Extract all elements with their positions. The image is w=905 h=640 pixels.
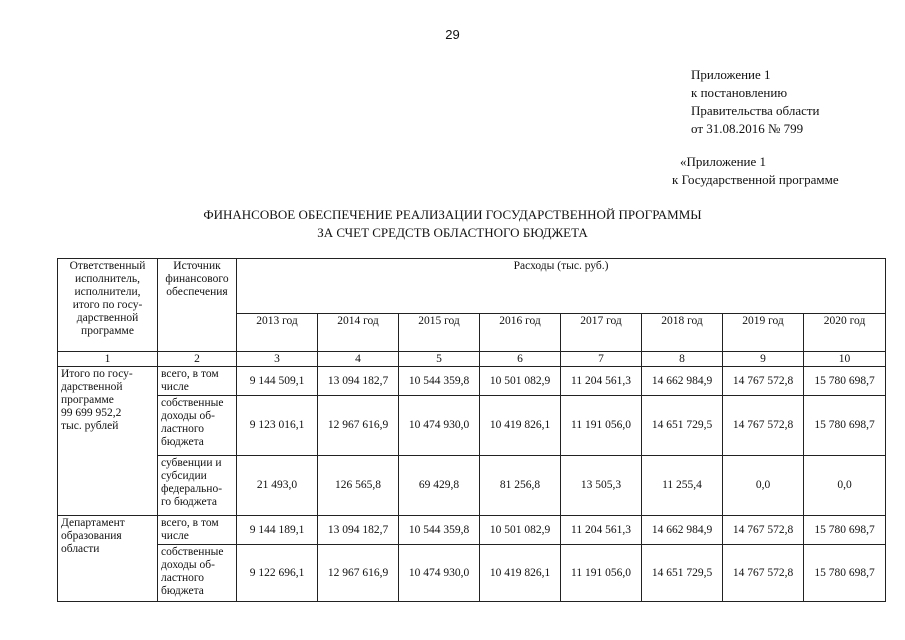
value-cell: 11 255,4 [642,456,723,516]
table-row [58,456,886,516]
cell-line: области [61,543,100,555]
cell-line: бюджета [161,585,204,597]
table-row [58,396,886,456]
column-number: 7 [561,352,642,367]
header-expenses: Расходы (тыс. руб.) [237,259,886,314]
value-cell: 21 493,0 [237,456,318,516]
program-appendix-line: «Приложение 1 [680,154,767,169]
value-cell: 126 565,8 [318,456,399,516]
cell-line: тыс. рублей [61,420,119,432]
year-header: 2013 год [237,314,318,352]
value-cell: 0,0 [804,456,886,516]
value-cell: 14 767 572,8 [723,396,804,456]
value-cell: 11 204 561,3 [561,367,642,396]
cell-line: Департамент [61,517,125,529]
cell-line: программе [61,394,114,406]
cell-line: Источник [173,260,221,272]
table-row [58,545,886,602]
cell-line: числе [161,381,189,393]
cell-line: собственные [161,397,224,409]
header-executor [58,259,158,352]
column-number: 9 [723,352,804,367]
appendix-line: к постановлению [691,85,788,100]
source-cell [158,456,237,516]
cell-line: итого по госу- [72,299,143,311]
column-number: 5 [399,352,480,367]
table-row [58,516,886,545]
column-number: 3 [237,352,318,367]
value-cell: 14 651 729,5 [642,396,723,456]
appendix-line: Правительства области [691,103,820,118]
value-cell: 14 651 729,5 [642,545,723,602]
value-cell: 69 429,8 [399,456,480,516]
value-cell: 15 780 698,7 [804,367,886,396]
title-line: ФИНАНСОВОЕ ОБЕСПЕЧЕНИЕ РЕАЛИЗАЦИИ ГОСУДАРСТВЕННОЙ ПРОГРАММЫ [203,207,702,222]
year-header: 2016 год [480,314,561,352]
value-cell: 12 967 616,9 [318,545,399,602]
value-cell: 81 256,8 [480,456,561,516]
year-header: 2019 год [723,314,804,352]
cell-line: бюджета [161,436,204,448]
value-cell: 13 094 182,7 [318,516,399,545]
cell-line: го бюджета [161,496,217,508]
value-cell: 10 474 930,0 [399,396,480,456]
cell-line: числе [161,530,189,542]
cell-line: программе [81,325,134,337]
appendix-reference [691,66,820,138]
page-number: 29 [445,27,460,42]
appendix-line: Приложение 1 [691,67,771,82]
title-line: ЗА СЧЕТ СРЕДСТВ ОБЛАСТНОГО БЮДЖЕТА [317,225,588,240]
document-title [0,206,905,242]
source-cell [158,545,237,602]
value-cell: 14 662 984,9 [642,516,723,545]
column-number: 6 [480,352,561,367]
cell-line: всего, в том [161,368,219,380]
cell-line: всего, в том [161,517,219,529]
cell-line: доходы об- [161,410,215,422]
year-header: 2017 год [561,314,642,352]
value-cell: 10 419 826,1 [480,396,561,456]
cell-line: финансового [165,273,229,285]
value-cell: 14 767 572,8 [723,545,804,602]
value-cell: 15 780 698,7 [804,545,886,602]
value-cell: 10 501 082,9 [480,367,561,396]
value-cell: 14 767 572,8 [723,367,804,396]
value-cell: 13 094 182,7 [318,367,399,396]
value-cell: 10 544 359,8 [399,516,480,545]
executor-cell [58,516,158,602]
cell-line: 99 699 952,2 [61,407,122,419]
cell-line: собственные [161,546,224,558]
value-cell: 9 144 189,1 [237,516,318,545]
value-cell: 9 123 016,1 [237,396,318,456]
cell-line: ластного [161,572,205,584]
value-cell: 12 967 616,9 [318,396,399,456]
cell-line: исполнители, [74,286,141,298]
cell-line: обеспечения [166,286,228,298]
appendix-line: от 31.08.2016 № 799 [691,121,804,136]
column-number: 8 [642,352,723,367]
value-cell: 14 662 984,9 [642,367,723,396]
value-cell: 10 474 930,0 [399,545,480,602]
value-cell: 11 204 561,3 [561,516,642,545]
executor-cell [58,367,158,516]
cell-line: дарственной [61,381,123,393]
value-cell: 10 419 826,1 [480,545,561,602]
value-cell: 10 544 359,8 [399,367,480,396]
cell-line: субсидии [161,470,207,482]
source-cell [158,396,237,456]
value-cell: 0,0 [723,456,804,516]
value-cell: 9 144 509,1 [237,367,318,396]
year-header: 2015 год [399,314,480,352]
value-cell: 9 122 696,1 [237,545,318,602]
cell-line: Ответственный [69,260,146,272]
column-number: 10 [804,352,886,367]
cell-line: исполнитель, [74,273,141,285]
year-header: 2018 год [642,314,723,352]
year-header: 2014 год [318,314,399,352]
source-cell [158,367,237,396]
cell-line: федерально- [161,483,223,495]
value-cell: 11 191 056,0 [561,545,642,602]
value-cell: 13 505,3 [561,456,642,516]
column-number: 4 [318,352,399,367]
source-cell [158,516,237,545]
year-header: 2020 год [804,314,886,352]
cell-line: образования [61,530,122,542]
value-cell: 15 780 698,7 [804,516,886,545]
table-row [58,367,886,396]
cell-line: доходы об- [161,559,215,571]
column-number: 1 [58,352,158,367]
program-appendix-line: к Государственной программе [672,172,839,187]
value-cell: 15 780 698,7 [804,396,886,456]
program-appendix-reference [672,153,839,189]
value-cell: 14 767 572,8 [723,516,804,545]
cell-line: дарственной [76,312,139,324]
financing-table [57,258,886,602]
cell-line: Итого по госу- [61,368,133,380]
cell-line: ластного [161,423,205,435]
column-number: 2 [158,352,237,367]
header-source [158,259,237,352]
cell-line: субвенции и [161,457,222,469]
value-cell: 10 501 082,9 [480,516,561,545]
value-cell: 11 191 056,0 [561,396,642,456]
